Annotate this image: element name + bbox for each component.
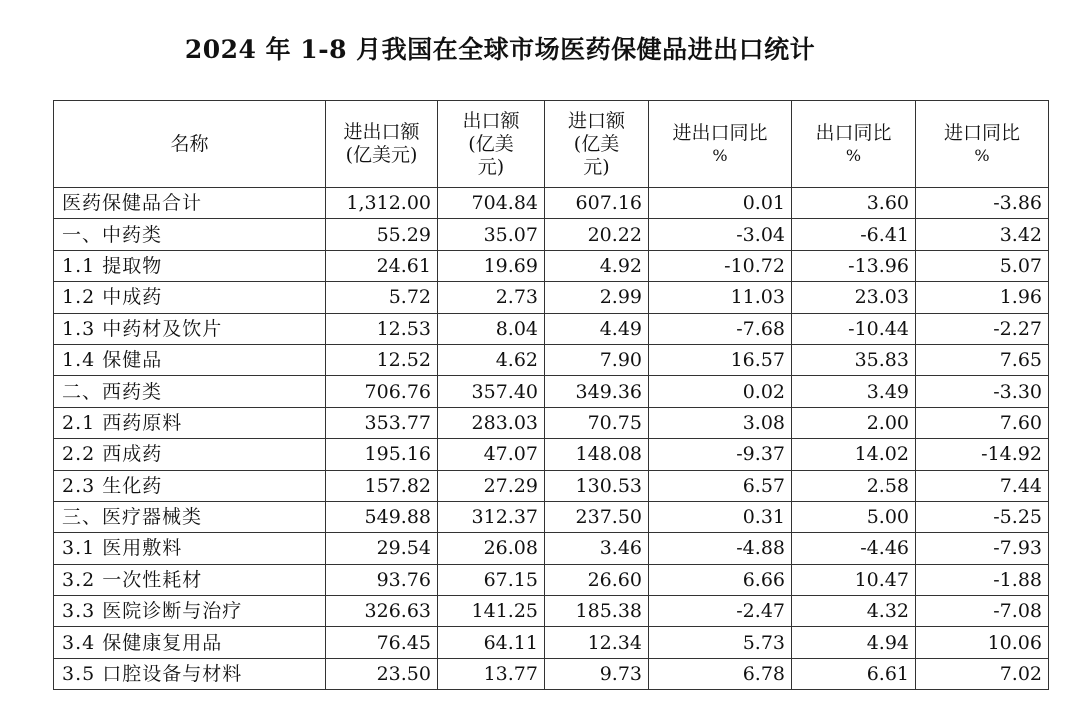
header-unit: % [974,145,990,165]
header-unit: % [845,145,862,165]
trade-total-cell: 23.50 [326,658,438,689]
export-cell: 27.29 [438,470,545,501]
export-cell: 312.37 [438,501,545,532]
table-row [54,250,1049,281]
export-cell: 141.25 [438,596,545,627]
import-cell: 7.90 [545,344,649,375]
trade-yoy-cell: 0.01 [649,188,792,219]
import-cell: 349.36 [545,376,649,407]
export-cell: 13.77 [438,658,545,689]
header-label-line: 进出口同比 [672,121,768,144]
export-yoy-cell: 4.94 [792,627,916,658]
table-row [54,470,1049,501]
category-name-cell: 2.1 西药原料 [54,407,326,438]
export-cell: 67.15 [438,564,545,595]
export-yoy-cell: -4.46 [792,533,916,564]
import-cell: 185.38 [545,596,649,627]
header-label-line: 进口额 [567,109,625,132]
trade-yoy-cell: -10.72 [649,250,792,281]
name-header [54,101,326,188]
import-cell: 4.49 [545,313,649,344]
header-unit: % [712,145,728,165]
trade-yoy-cell: 6.78 [649,658,792,689]
trade-yoy-cell: 3.08 [649,407,792,438]
table-row [54,439,1049,470]
trade-total-cell: 12.53 [326,313,438,344]
export-yoy-cell: 6.61 [792,658,916,689]
export-yoy-cell: 35.83 [792,344,916,375]
trade-total-cell: 326.63 [326,596,438,627]
trade-yoy-cell: 6.66 [649,564,792,595]
header-label-line: 出口同比 [815,121,892,144]
trade-yoy-cell: 5.73 [649,627,792,658]
category-name-cell: 1.1 提取物 [54,250,326,281]
import-yoy-cell: 5.07 [916,250,1049,281]
export-yoy-cell: 10.47 [792,564,916,595]
export-yoy-cell: 4.32 [792,596,916,627]
export-header [438,101,545,188]
export-cell: 26.08 [438,533,545,564]
import-cell: 9.73 [545,658,649,689]
trade-total-cell: 195.16 [326,439,438,470]
import-yoy-cell: 10.06 [916,627,1049,658]
trade-total-cell: 1,312.00 [326,188,438,219]
trade-total-cell: 55.29 [326,219,438,250]
export-cell: 704.84 [438,188,545,219]
trade-yoy-cell: 16.57 [649,344,792,375]
export-cell: 64.11 [438,627,545,658]
export-cell: 357.40 [438,376,545,407]
table-row [54,313,1049,344]
trade-total-cell: 76.45 [326,627,438,658]
trade-total-cell: 29.54 [326,533,438,564]
import-yoy-cell: -3.86 [916,188,1049,219]
trade-yoy-cell: -9.37 [649,439,792,470]
trade-total-cell: 157.82 [326,470,438,501]
category-name-cell: 三、医疗器械类 [54,501,326,532]
import-cell: 3.46 [545,533,649,564]
category-name-cell: 1.4 保健品 [54,344,326,375]
import-yoy-cell: 7.60 [916,407,1049,438]
export-cell: 19.69 [438,250,545,281]
table-row [54,407,1049,438]
header-label-line: 名称 [170,132,209,155]
export-cell: 2.73 [438,282,545,313]
category-name-cell: 3.1 医用敷料 [54,533,326,564]
header-label-line: 进口同比 [943,121,1020,144]
category-name-cell: 一、中药类 [54,219,326,250]
import-cell: 148.08 [545,439,649,470]
trade-yoy-cell: -2.47 [649,596,792,627]
table-row [54,533,1049,564]
category-name-cell: 二、西药类 [54,376,326,407]
import-yoy-cell: 3.42 [916,219,1049,250]
trade-total-cell: 93.76 [326,564,438,595]
import-cell: 130.53 [545,470,649,501]
trade-yoy-header [649,101,792,188]
header-label-line: 元) [583,155,610,178]
export-cell: 8.04 [438,313,545,344]
import-cell: 237.50 [545,501,649,532]
header-label-line: (亿美 [468,132,514,155]
category-name-cell: 2.3 生化药 [54,470,326,501]
category-name-cell: 1.2 中成药 [54,282,326,313]
export-cell: 4.62 [438,344,545,375]
import-yoy-cell: -7.08 [916,596,1049,627]
trade-yoy-cell: -7.68 [649,313,792,344]
table-header [54,101,1049,188]
table-row [54,564,1049,595]
import-yoy-header [916,101,1049,188]
export-yoy-cell: 5.00 [792,501,916,532]
table-row [54,596,1049,627]
trade-total-header [326,101,438,188]
category-name-cell: 3.5 口腔设备与材料 [54,658,326,689]
import-yoy-cell: 7.44 [916,470,1049,501]
trade-yoy-cell: -4.88 [649,533,792,564]
import-yoy-cell: 7.02 [916,658,1049,689]
import-cell: 26.60 [545,564,649,595]
export-yoy-cell: 14.02 [792,439,916,470]
import-header [545,101,649,188]
export-yoy-cell: 3.60 [792,188,916,219]
trade-total-cell: 12.52 [326,344,438,375]
category-name-cell: 1.3 中药材及饮片 [54,313,326,344]
category-name-cell: 3.4 保健康复用品 [54,627,326,658]
export-yoy-header [792,101,916,188]
table-row [54,627,1049,658]
category-name-cell: 医药保健品合计 [54,188,326,219]
header-label-line: (亿美 [573,132,620,155]
export-yoy-cell: 2.00 [792,407,916,438]
export-cell: 35.07 [438,219,545,250]
import-yoy-cell: -2.27 [916,313,1049,344]
export-yoy-cell: 3.49 [792,376,916,407]
category-name-cell: 2.2 西成药 [54,439,326,470]
trade-yoy-cell: 6.57 [649,470,792,501]
import-cell: 607.16 [545,188,649,219]
import-cell: 20.22 [545,219,649,250]
import-cell: 70.75 [545,407,649,438]
import-cell: 2.99 [545,282,649,313]
export-yoy-cell: 23.03 [792,282,916,313]
table-body [54,188,1049,690]
table-row [54,344,1049,375]
export-yoy-cell: 2.58 [792,470,916,501]
table-row [54,376,1049,407]
trade-yoy-cell: 0.31 [649,501,792,532]
import-yoy-cell: -1.88 [916,564,1049,595]
header-label-line: 元) [477,155,505,178]
trade-yoy-cell: 11.03 [649,282,792,313]
table-row [54,219,1049,250]
import-cell: 4.92 [545,250,649,281]
table-row [54,282,1049,313]
table-row [54,188,1049,219]
header-label-line: 出口额 [462,109,520,132]
table-row [54,658,1049,689]
trade-total-cell: 353.77 [326,407,438,438]
trade-yoy-cell: 0.02 [649,376,792,407]
statistics-table [53,100,1049,690]
header-label-line: 进出口额 [343,121,420,143]
import-cell: 12.34 [545,627,649,658]
import-yoy-cell: -5.25 [916,501,1049,532]
category-name-cell: 3.2 一次性耗材 [54,564,326,595]
page-title: 2024 年 1-8 月我国在全球市场医药保健品进出口统计 [184,35,816,64]
import-yoy-cell: -7.93 [916,533,1049,564]
import-yoy-cell: 7.65 [916,344,1049,375]
trade-yoy-cell: -3.04 [649,219,792,250]
trade-total-cell: 706.76 [326,376,438,407]
category-name-cell: 3.3 医院诊断与治疗 [54,596,326,627]
trade-total-cell: 24.61 [326,250,438,281]
trade-total-cell: 5.72 [326,282,438,313]
export-cell: 47.07 [438,439,545,470]
trade-total-cell: 549.88 [326,501,438,532]
header-label-line: (亿美元) [345,144,418,166]
header-row [54,101,1049,188]
export-yoy-cell: -13.96 [792,250,916,281]
export-yoy-cell: -10.44 [792,313,916,344]
export-cell: 283.03 [438,407,545,438]
import-yoy-cell: -14.92 [916,439,1049,470]
table-row [54,501,1049,532]
export-yoy-cell: -6.41 [792,219,916,250]
import-yoy-cell: 1.96 [916,282,1049,313]
import-yoy-cell: -3.30 [916,376,1049,407]
